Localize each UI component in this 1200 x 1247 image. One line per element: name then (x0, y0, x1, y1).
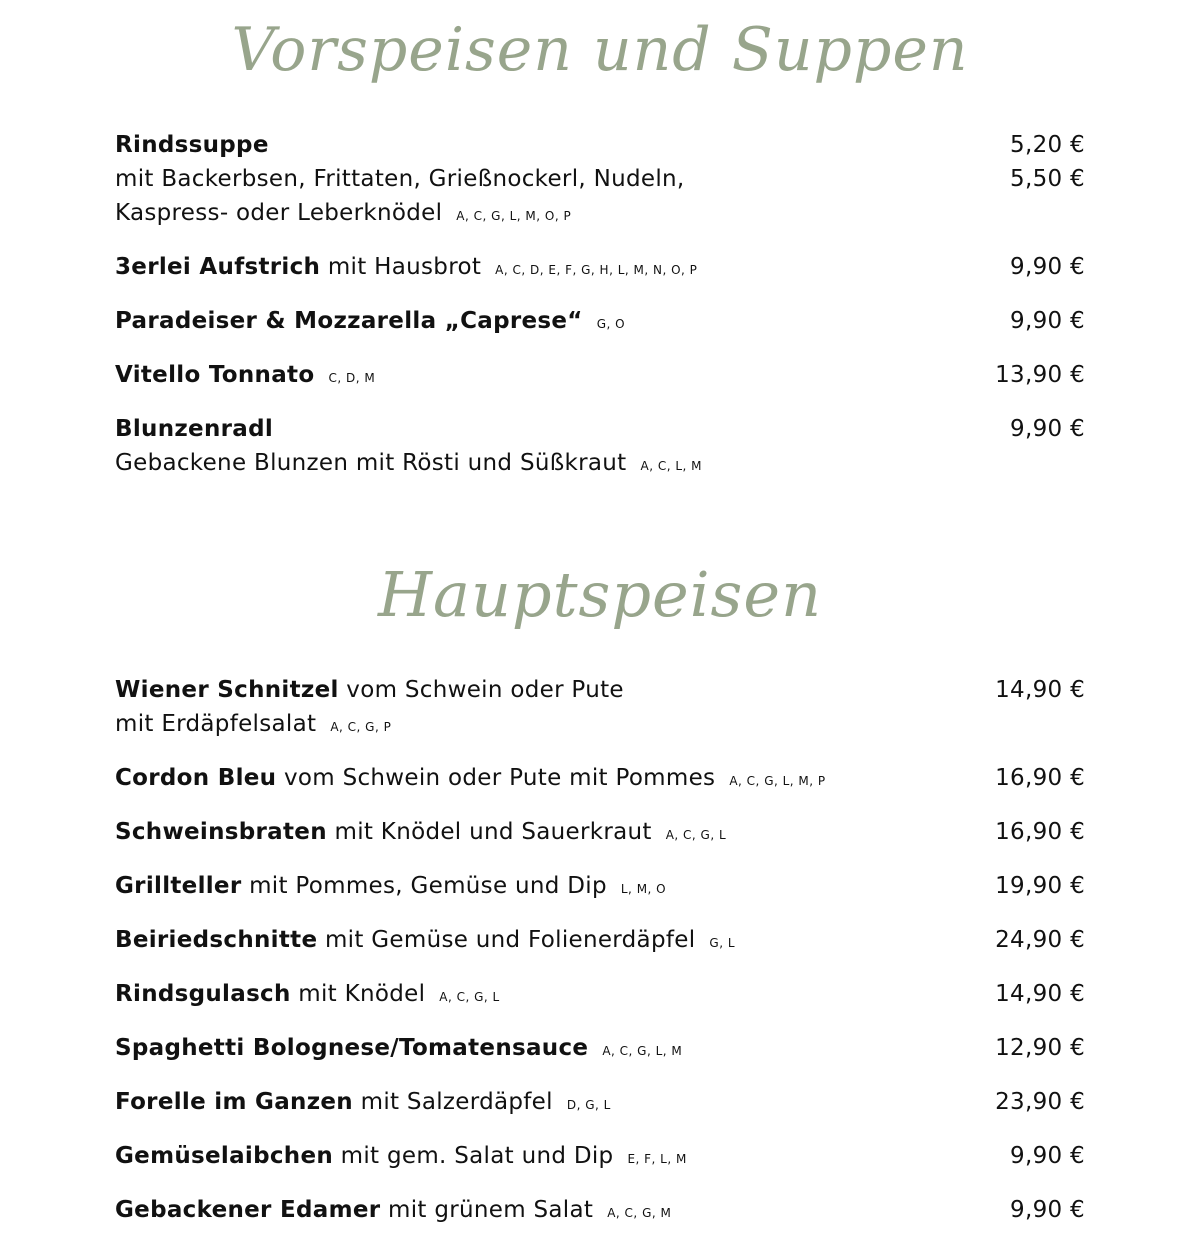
allergen-codes: G, L (709, 936, 736, 950)
menu-item-line (115, 358, 375, 395)
price: 24,90 € (995, 927, 1085, 953)
menu-item-prices (1010, 412, 1085, 446)
menu-item-line (115, 1139, 687, 1176)
menu-item-prices (995, 761, 1085, 795)
allergen-codes: A, C, G, L (665, 828, 727, 842)
menu-item-prices (995, 923, 1085, 957)
allergen-codes: G, O (596, 317, 626, 331)
menu-item-text (115, 673, 624, 744)
allergen-codes: E, F, L, M (627, 1152, 687, 1166)
dish-name: Rindssuppe (115, 132, 269, 158)
dish-description: mit Pommes, Gemüse und Dip (241, 873, 607, 899)
menu-item-prices (1010, 1193, 1085, 1227)
menu-item-text (115, 358, 375, 395)
dish-description: vom Schwein oder Pute (338, 677, 624, 703)
dish-name: Grillteller (115, 873, 242, 899)
menu-item-line (115, 1085, 611, 1122)
dish-name: Schweinsbraten (115, 819, 327, 845)
dish-description: mit Hausbrot (320, 254, 482, 280)
menu-item-text (115, 1085, 611, 1122)
menu-item-prices (995, 815, 1085, 849)
price: 16,90 € (995, 765, 1085, 791)
dish-description: mit Knödel (290, 981, 426, 1007)
menu-item (115, 673, 1085, 744)
menu-item-prices (995, 358, 1085, 392)
price: 12,90 € (995, 1035, 1085, 1061)
menu-item-text (115, 412, 702, 483)
menu-item (115, 1085, 1085, 1122)
dish-name: Wiener Schnitzel (115, 677, 339, 703)
menu-item-line (115, 673, 624, 707)
section-title-starters: Vorspeisen und Suppen (231, 15, 969, 85)
dish-description: mit grünem Salat (380, 1197, 594, 1223)
dish-description: mit Gemüse und Folienerdäpfel (317, 927, 696, 953)
allergen-codes: A, C, G, L, M (602, 1044, 683, 1058)
menu-item-prices (995, 673, 1085, 707)
dish-description: mit Backerbsen, Frittaten, Grießnockerl, Nudeln, (115, 166, 685, 192)
menu-item (115, 1031, 1085, 1068)
starters-list (115, 128, 1085, 500)
price: 9,90 € (1010, 1197, 1085, 1223)
menu-item-line (115, 162, 685, 196)
menu-item (115, 358, 1085, 395)
dish-name: Spaghetti Bolognese/Tomatensauce (115, 1035, 589, 1061)
allergen-codes: A, C, G, M (607, 1206, 672, 1220)
price: 16,90 € (995, 819, 1085, 845)
price: 9,90 € (1010, 1143, 1085, 1169)
price: 5,20 € (1010, 132, 1085, 158)
price: 5,50 € (1010, 166, 1085, 192)
dish-description: vom Schwein oder Pute mit Pommes (276, 765, 716, 791)
menu-item-line (115, 923, 735, 960)
mains-list (115, 673, 1085, 1247)
price: 14,90 € (995, 981, 1085, 1007)
price: 14,90 € (995, 677, 1085, 703)
menu-item-text (115, 1193, 671, 1230)
menu-item (115, 1193, 1085, 1230)
menu-item-prices (1010, 304, 1085, 338)
menu-item-line (115, 304, 625, 341)
menu-item (115, 869, 1085, 906)
menu-item-line (115, 446, 702, 483)
price: 9,90 € (1010, 254, 1085, 280)
menu-item-line (115, 1031, 682, 1068)
menu-item (115, 815, 1085, 852)
menu-item-line (115, 412, 702, 446)
allergen-codes: A, C, G, L, M, O, P (456, 209, 572, 223)
menu-item (115, 250, 1085, 287)
allergen-codes: C, D, M (328, 371, 376, 385)
menu-item-text (115, 1031, 682, 1068)
price: 23,90 € (995, 1089, 1085, 1115)
menu-item-line (115, 250, 697, 287)
dish-name: Paradeiser & Mozzarella „Caprese“ (115, 308, 583, 334)
dish-name: Gebackener Edamer (115, 1197, 381, 1223)
menu-item-prices (1010, 1139, 1085, 1173)
dish-name: Vitello Tonnato (115, 362, 315, 388)
dish-description: mit Salzerdäpfel (353, 1089, 553, 1115)
menu-item-text (115, 1139, 687, 1176)
menu-item-prices (995, 1031, 1085, 1065)
allergen-codes: A, C, G, L (439, 990, 500, 1004)
dish-name: Beiriedschnitte (115, 927, 318, 953)
dish-name: Cordon Bleu (115, 765, 277, 791)
menu-item (115, 128, 1085, 233)
dish-description: Kaspress- oder Leberknödel (115, 200, 443, 226)
allergen-codes: A, C, G, P (330, 720, 392, 734)
dish-name: 3erlei Aufstrich (115, 254, 321, 280)
menu-item-line (115, 707, 624, 744)
menu-item-line (115, 869, 666, 906)
dish-description: mit gem. Salat und Dip (333, 1143, 614, 1169)
menu-item-line (115, 196, 685, 233)
menu-item-line (115, 815, 726, 852)
menu-item-text (115, 761, 826, 798)
price: 9,90 € (1010, 308, 1085, 334)
allergen-codes: L, M, O (620, 882, 667, 896)
dish-description: mit Erdäpfelsalat (115, 711, 317, 737)
price: 13,90 € (995, 362, 1085, 388)
menu-item-line (115, 761, 826, 798)
menu-item (115, 304, 1085, 341)
menu-item (115, 977, 1085, 1014)
dish-description: mit Knödel und Sauerkraut (326, 819, 652, 845)
allergen-codes: A, C, L, M (640, 459, 702, 473)
menu-item (115, 923, 1085, 960)
menu-item (115, 761, 1085, 798)
menu-item-text (115, 869, 666, 906)
menu-item-prices (995, 1085, 1085, 1119)
menu-item-line (115, 1193, 671, 1230)
dish-name: Gemüselaibchen (115, 1143, 334, 1169)
menu-item-text (115, 977, 500, 1014)
menu-item-prices (1010, 250, 1085, 284)
menu-item-text (115, 128, 685, 233)
menu-item-line (115, 128, 685, 162)
menu-item (115, 412, 1085, 483)
section-title-mains: Hauptspeisen (377, 558, 823, 631)
dish-name: Rindsgulasch (115, 981, 291, 1007)
dish-description: Gebackene Blunzen mit Rösti und Süßkraut (115, 450, 627, 476)
price: 19,90 € (995, 873, 1085, 899)
menu-item-text (115, 815, 726, 852)
menu-item-line (115, 977, 500, 1014)
menu-item-text (115, 923, 735, 960)
allergen-codes: A, C, G, L, M, P (729, 774, 826, 788)
menu-item-text (115, 304, 625, 341)
dish-name: Blunzenradl (115, 416, 274, 442)
allergen-codes: A, C, D, E, F, G, H, L, M, N, O, P (495, 263, 698, 277)
allergen-codes: D, G, L (566, 1098, 611, 1112)
menu-item-prices (995, 869, 1085, 903)
menu-item (115, 1139, 1085, 1176)
price: 9,90 € (1010, 416, 1085, 442)
menu-item-prices (995, 977, 1085, 1011)
dish-name: Forelle im Ganzen (115, 1089, 353, 1115)
menu-item-text (115, 250, 697, 287)
menu-item-prices (1010, 128, 1085, 196)
